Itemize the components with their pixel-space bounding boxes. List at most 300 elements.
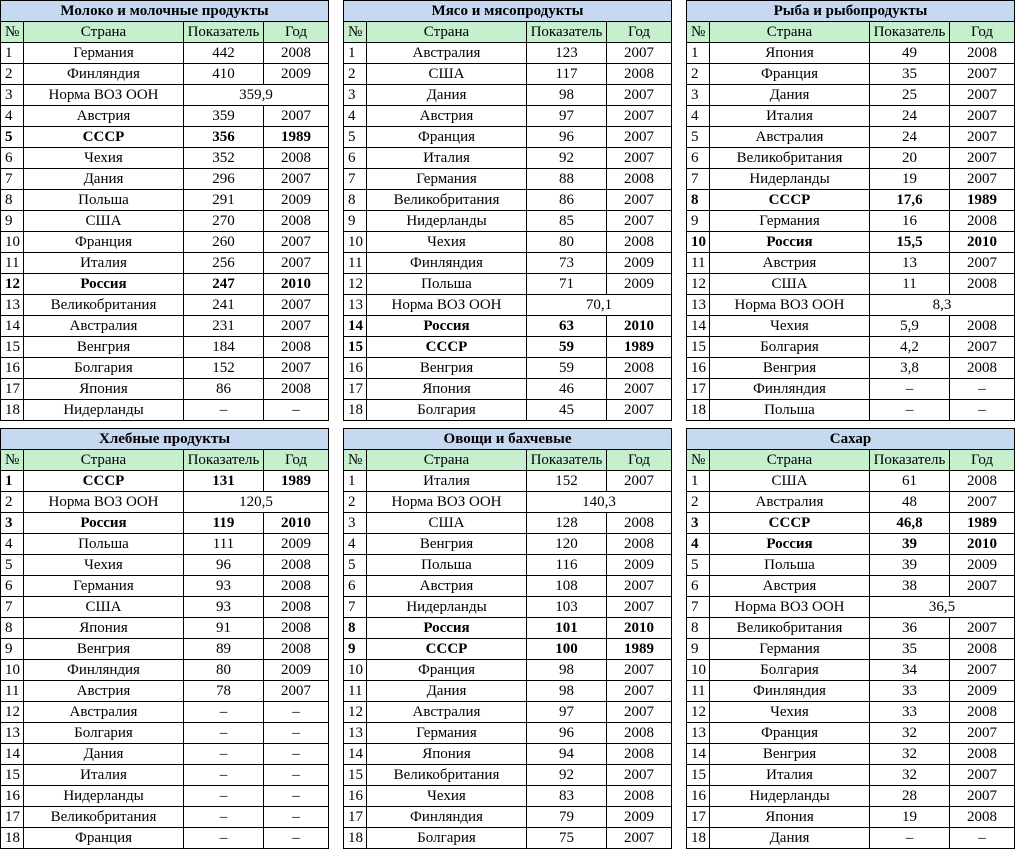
- value-cell: 260: [184, 232, 264, 253]
- value-cell: 96: [527, 723, 607, 744]
- year-cell: 2008: [950, 744, 1015, 765]
- year-cell: 2007: [607, 379, 672, 400]
- value-cell: 96: [184, 555, 264, 576]
- value-cell: 39: [870, 555, 950, 576]
- row-number: 13: [1, 295, 24, 316]
- row-number: 11: [1, 681, 24, 702]
- country-cell: Норма ВОЗ ООН: [710, 295, 870, 316]
- country-cell: Болгария: [710, 660, 870, 681]
- country-cell: Германия: [367, 169, 527, 190]
- table-row: [1, 534, 329, 555]
- row-number: 10: [687, 660, 710, 681]
- row-number: 17: [344, 807, 367, 828]
- country-cell: США: [367, 513, 527, 534]
- table-row: [687, 274, 1015, 295]
- row-number: 1: [687, 43, 710, 64]
- country-cell: Дания: [24, 169, 184, 190]
- year-cell: 2008: [264, 337, 329, 358]
- table-row: [687, 513, 1015, 534]
- value-cell: –: [184, 702, 264, 723]
- header-year: Год: [950, 22, 1015, 43]
- table-row: [1, 316, 329, 337]
- row-number: 2: [344, 64, 367, 85]
- country-cell: Япония: [24, 618, 184, 639]
- value-cell: 25: [870, 85, 950, 106]
- value-cell: 256: [184, 253, 264, 274]
- year-cell: 2008: [950, 358, 1015, 379]
- row-number: 13: [344, 723, 367, 744]
- year-cell: 2007: [607, 765, 672, 786]
- value-cell: 49: [870, 43, 950, 64]
- value-cell: 88: [527, 169, 607, 190]
- country-cell: Нидерланды: [710, 786, 870, 807]
- country-cell: Франция: [710, 64, 870, 85]
- row-number: 13: [344, 295, 367, 316]
- data-table: [686, 0, 1015, 421]
- table-row: [344, 513, 672, 534]
- table-row: [1, 702, 329, 723]
- row-number: 16: [687, 358, 710, 379]
- value-cell: 5,9: [870, 316, 950, 337]
- country-cell: Польша: [24, 534, 184, 555]
- table-row: [344, 681, 672, 702]
- year-cell: 2007: [264, 253, 329, 274]
- value-cell: 75: [527, 828, 607, 849]
- row-number: 14: [1, 316, 24, 337]
- row-number: 6: [1, 148, 24, 169]
- data-table: [0, 428, 329, 849]
- value-cell: 128: [527, 513, 607, 534]
- country-cell: Польша: [710, 400, 870, 421]
- table-row: [687, 471, 1015, 492]
- data-table: [343, 0, 672, 421]
- country-cell: Болгария: [367, 400, 527, 421]
- table-row: [1, 295, 329, 316]
- country-cell: СССР: [710, 190, 870, 211]
- value-cell: 410: [184, 64, 264, 85]
- value-cell: 152: [527, 471, 607, 492]
- row-number: 5: [344, 555, 367, 576]
- value-cell: 291: [184, 190, 264, 211]
- table-row: [1, 358, 329, 379]
- value-cell: 16: [870, 211, 950, 232]
- year-cell: 2008: [264, 148, 329, 169]
- row-number: 11: [344, 253, 367, 274]
- country-cell: Австрия: [24, 106, 184, 127]
- table-row: [687, 211, 1015, 232]
- panel-sugar: [686, 428, 1015, 849]
- data-table: [343, 428, 672, 849]
- year-cell: 2008: [264, 576, 329, 597]
- table-row: [344, 744, 672, 765]
- table-row: [344, 253, 672, 274]
- row-number: 7: [687, 597, 710, 618]
- value-cell: 35: [870, 639, 950, 660]
- country-cell: Болгария: [24, 358, 184, 379]
- year-cell: 2008: [950, 807, 1015, 828]
- table-title: Мясо и мясопродукты: [344, 1, 672, 22]
- year-cell: 2008: [950, 316, 1015, 337]
- value-cell: 98: [527, 681, 607, 702]
- table-row: [344, 148, 672, 169]
- row-number: 11: [1, 253, 24, 274]
- table-row: [687, 681, 1015, 702]
- value-cell: 45: [527, 400, 607, 421]
- table-row: [344, 807, 672, 828]
- table-row: [687, 576, 1015, 597]
- row-number: 3: [344, 85, 367, 106]
- year-cell: 2008: [264, 43, 329, 64]
- country-cell: Нидерланды: [24, 786, 184, 807]
- year-cell: 2007: [264, 295, 329, 316]
- table-row: [344, 765, 672, 786]
- header-country: Страна: [710, 22, 870, 43]
- table-row: [1, 765, 329, 786]
- table-row: [687, 127, 1015, 148]
- value-cell: 442: [184, 43, 264, 64]
- row-number: 13: [687, 295, 710, 316]
- country-cell: Польша: [24, 190, 184, 211]
- value-cell: 20: [870, 148, 950, 169]
- year-cell: 1989: [607, 639, 672, 660]
- country-cell: Финляндия: [367, 253, 527, 274]
- year-cell: 2008: [607, 534, 672, 555]
- year-cell: 2007: [607, 148, 672, 169]
- table-row: [1, 43, 329, 64]
- row-number: 5: [1, 127, 24, 148]
- year-cell: 2007: [950, 723, 1015, 744]
- row-number: 2: [1, 64, 24, 85]
- value-cell: –: [870, 379, 950, 400]
- table-row: [344, 106, 672, 127]
- year-cell: 2009: [607, 555, 672, 576]
- table-row: [1, 492, 329, 513]
- row-number: 4: [344, 534, 367, 555]
- year-cell: –: [264, 786, 329, 807]
- year-cell: 1989: [264, 127, 329, 148]
- country-cell: Великобритания: [710, 148, 870, 169]
- table-row: [1, 681, 329, 702]
- country-cell: Болгария: [24, 723, 184, 744]
- value-cell: 119: [184, 513, 264, 534]
- table-row: [1, 148, 329, 169]
- year-cell: 2007: [264, 232, 329, 253]
- value-cell: 17,6: [870, 190, 950, 211]
- year-cell: 1989: [264, 471, 329, 492]
- value-cell: 94: [527, 744, 607, 765]
- header-value: Показатель: [870, 22, 950, 43]
- header-num: №: [344, 450, 367, 471]
- value-cell: 59: [527, 358, 607, 379]
- table-row: [1, 274, 329, 295]
- year-cell: 2007: [950, 618, 1015, 639]
- country-cell: Япония: [367, 379, 527, 400]
- row-number: 16: [1, 358, 24, 379]
- value-cell: 71: [527, 274, 607, 295]
- year-cell: 1989: [607, 337, 672, 358]
- value-cell: 92: [527, 765, 607, 786]
- data-table: [686, 428, 1015, 849]
- country-cell: Дания: [710, 828, 870, 849]
- row-number: 1: [1, 471, 24, 492]
- country-cell: Россия: [367, 316, 527, 337]
- value-cell: 33: [870, 702, 950, 723]
- value-cell: 32: [870, 765, 950, 786]
- country-cell: США: [367, 64, 527, 85]
- country-cell: Франция: [24, 828, 184, 849]
- value-cell: 100: [527, 639, 607, 660]
- row-number: 8: [687, 190, 710, 211]
- row-number: 9: [687, 211, 710, 232]
- year-cell: 2010: [950, 534, 1015, 555]
- value-cell: 38: [870, 576, 950, 597]
- year-cell: 2008: [950, 274, 1015, 295]
- value-cell: 86: [527, 190, 607, 211]
- table-row: [1, 253, 329, 274]
- table-row: [344, 274, 672, 295]
- country-cell: Чехия: [24, 555, 184, 576]
- year-cell: 2008: [264, 597, 329, 618]
- row-number: 14: [1, 744, 24, 765]
- country-cell: Австрия: [710, 576, 870, 597]
- table-row: [1, 400, 329, 421]
- country-cell: Германия: [24, 43, 184, 64]
- table-row: [344, 828, 672, 849]
- country-cell: Германия: [710, 639, 870, 660]
- header-country: Страна: [367, 450, 527, 471]
- table-row: [1, 513, 329, 534]
- country-cell: Финляндия: [710, 681, 870, 702]
- country-cell: Нидерланды: [367, 597, 527, 618]
- value-cell: 296: [184, 169, 264, 190]
- value-cell: 78: [184, 681, 264, 702]
- row-number: 18: [687, 400, 710, 421]
- panel-milk: [0, 0, 329, 421]
- row-number: 12: [687, 274, 710, 295]
- year-cell: 2007: [950, 85, 1015, 106]
- row-number: 1: [1, 43, 24, 64]
- table-title: Сахар: [687, 429, 1015, 450]
- value-cell: 59: [527, 337, 607, 358]
- value-cell: 97: [527, 702, 607, 723]
- row-number: 18: [1, 400, 24, 421]
- value-cell: 96: [527, 127, 607, 148]
- table-row: [344, 232, 672, 253]
- row-number: 15: [1, 337, 24, 358]
- year-cell: 2007: [264, 681, 329, 702]
- table-title: Хлебные продукты: [1, 429, 329, 450]
- table-row: [344, 43, 672, 64]
- header-num: №: [1, 22, 24, 43]
- row-number: 6: [344, 576, 367, 597]
- table-row: [687, 597, 1015, 618]
- row-number: 3: [687, 85, 710, 106]
- country-cell: Австралия: [367, 43, 527, 64]
- year-cell: 2007: [950, 106, 1015, 127]
- value-cell: 101: [527, 618, 607, 639]
- year-cell: 2010: [264, 274, 329, 295]
- row-number: 14: [687, 744, 710, 765]
- norm-value-cell: 36,5: [870, 597, 1015, 618]
- value-cell: 73: [527, 253, 607, 274]
- table-row: [1, 555, 329, 576]
- row-number: 4: [1, 534, 24, 555]
- year-cell: 2007: [607, 43, 672, 64]
- country-cell: США: [710, 471, 870, 492]
- table-row: [1, 379, 329, 400]
- table-row: [344, 618, 672, 639]
- country-cell: Франция: [24, 232, 184, 253]
- year-cell: 1989: [950, 513, 1015, 534]
- country-cell: Россия: [24, 274, 184, 295]
- table-row: [687, 702, 1015, 723]
- norm-value-cell: 8,3: [870, 295, 1015, 316]
- year-cell: –: [950, 379, 1015, 400]
- year-cell: 2007: [607, 681, 672, 702]
- year-cell: 2009: [950, 681, 1015, 702]
- year-cell: –: [264, 807, 329, 828]
- country-cell: Венгрия: [24, 337, 184, 358]
- year-cell: 2009: [607, 274, 672, 295]
- year-cell: –: [264, 828, 329, 849]
- table-row: [687, 337, 1015, 358]
- row-number: 17: [1, 807, 24, 828]
- row-number: 1: [344, 43, 367, 64]
- country-cell: Польша: [367, 555, 527, 576]
- value-cell: 36: [870, 618, 950, 639]
- country-cell: Япония: [24, 379, 184, 400]
- table-row: [344, 337, 672, 358]
- value-cell: 48: [870, 492, 950, 513]
- table-row: [687, 723, 1015, 744]
- row-number: 2: [687, 64, 710, 85]
- value-cell: –: [184, 828, 264, 849]
- value-cell: 11: [870, 274, 950, 295]
- value-cell: 4,2: [870, 337, 950, 358]
- country-cell: Италия: [24, 253, 184, 274]
- header-value: Показатель: [527, 22, 607, 43]
- value-cell: 46: [527, 379, 607, 400]
- row-number: 8: [1, 190, 24, 211]
- header-value: Показатель: [527, 450, 607, 471]
- year-cell: 2008: [950, 471, 1015, 492]
- year-cell: 2010: [607, 316, 672, 337]
- value-cell: 19: [870, 169, 950, 190]
- row-number: 6: [344, 148, 367, 169]
- value-cell: 80: [184, 660, 264, 681]
- year-cell: 2007: [607, 597, 672, 618]
- country-cell: СССР: [24, 471, 184, 492]
- header-num: №: [1, 450, 24, 471]
- year-cell: 2009: [264, 64, 329, 85]
- table-row: [687, 43, 1015, 64]
- country-cell: Дания: [24, 744, 184, 765]
- row-number: 13: [1, 723, 24, 744]
- table-row: [1, 639, 329, 660]
- row-number: 12: [1, 702, 24, 723]
- header-value: Показатель: [184, 22, 264, 43]
- country-cell: Австралия: [710, 127, 870, 148]
- year-cell: 2008: [950, 639, 1015, 660]
- year-cell: –: [264, 702, 329, 723]
- row-number: 3: [1, 513, 24, 534]
- table-row: [344, 471, 672, 492]
- year-cell: 2009: [264, 190, 329, 211]
- table-row: [344, 64, 672, 85]
- country-cell: Австралия: [24, 316, 184, 337]
- year-cell: 2008: [950, 702, 1015, 723]
- panel-bread: [0, 428, 329, 849]
- table-row: [344, 400, 672, 421]
- table-row: [687, 765, 1015, 786]
- table-row: [1, 211, 329, 232]
- country-cell: Дания: [710, 85, 870, 106]
- value-cell: 247: [184, 274, 264, 295]
- row-number: 12: [687, 702, 710, 723]
- header-country: Страна: [24, 22, 184, 43]
- value-cell: 108: [527, 576, 607, 597]
- table-row: [687, 358, 1015, 379]
- value-cell: 61: [870, 471, 950, 492]
- country-cell: Финляндия: [367, 807, 527, 828]
- table-row: [1, 723, 329, 744]
- row-number: 10: [687, 232, 710, 253]
- year-cell: 2009: [607, 807, 672, 828]
- row-number: 4: [687, 534, 710, 555]
- country-cell: Австрия: [710, 253, 870, 274]
- country-cell: США: [24, 597, 184, 618]
- country-cell: Франция: [710, 723, 870, 744]
- country-cell: Чехия: [367, 786, 527, 807]
- value-cell: 46,8: [870, 513, 950, 534]
- year-cell: 2007: [264, 169, 329, 190]
- value-cell: 123: [527, 43, 607, 64]
- row-number: 18: [344, 400, 367, 421]
- country-cell: Чехия: [710, 702, 870, 723]
- year-cell: 2007: [607, 702, 672, 723]
- table-row: [1, 828, 329, 849]
- value-cell: 89: [184, 639, 264, 660]
- row-number: 15: [687, 337, 710, 358]
- table-row: [687, 807, 1015, 828]
- value-cell: 83: [527, 786, 607, 807]
- country-cell: Польша: [367, 274, 527, 295]
- year-cell: 2007: [264, 316, 329, 337]
- country-cell: Австралия: [24, 702, 184, 723]
- table-row: [344, 85, 672, 106]
- year-cell: –: [264, 744, 329, 765]
- row-number: 8: [344, 190, 367, 211]
- table-row: [344, 379, 672, 400]
- table-row: [344, 702, 672, 723]
- value-cell: 63: [527, 316, 607, 337]
- row-number: 17: [344, 379, 367, 400]
- row-number: 9: [1, 639, 24, 660]
- year-cell: 2008: [264, 379, 329, 400]
- year-cell: –: [264, 765, 329, 786]
- value-cell: 270: [184, 211, 264, 232]
- row-number: 8: [1, 618, 24, 639]
- table-row: [687, 660, 1015, 681]
- country-cell: Франция: [367, 127, 527, 148]
- table-row: [1, 190, 329, 211]
- value-cell: –: [184, 765, 264, 786]
- country-cell: Норма ВОЗ ООН: [24, 85, 184, 106]
- year-cell: 2007: [607, 127, 672, 148]
- row-number: 6: [1, 576, 24, 597]
- row-number: 16: [1, 786, 24, 807]
- value-cell: 103: [527, 597, 607, 618]
